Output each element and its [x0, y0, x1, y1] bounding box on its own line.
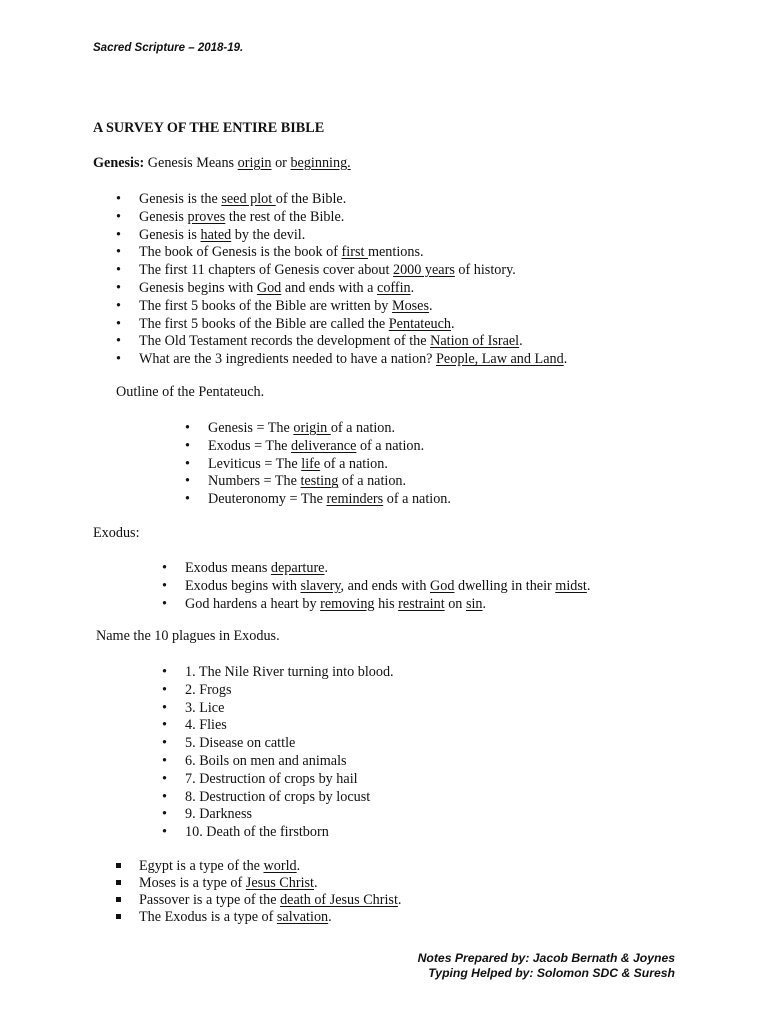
- bullet-marker: •: [116, 262, 121, 279]
- bullet-marker: •: [116, 244, 121, 261]
- underlined-term: removing: [320, 595, 375, 612]
- underlined-term: 2000 years: [392, 262, 455, 279]
- bullet-marker: •: [162, 560, 167, 576]
- underlined-term: world: [263, 858, 297, 874]
- bullet-marker: •: [116, 226, 121, 243]
- list-item-text: 9. Darkness: [185, 806, 252, 823]
- bullet-marker: •: [185, 491, 190, 508]
- bullet-marker: [116, 874, 121, 892]
- list-item-text: 8. Destruction of crops by locust: [185, 788, 371, 805]
- underlined-term: death of Jesus Christ: [280, 892, 398, 908]
- underlined-term: Moses: [391, 297, 430, 314]
- underlined-term: departure: [270, 560, 325, 576]
- list-item-text: 6. Boils on men and animals: [185, 753, 347, 769]
- list-item-text: Genesis is hated by the devil.: [139, 226, 306, 243]
- list-item-text: Exodus means departure.: [185, 560, 329, 576]
- bullet-marker: •: [162, 699, 167, 716]
- bullet-marker: [116, 908, 121, 926]
- underlined-term: Pentateuch: [388, 315, 452, 332]
- underlined-term: first: [341, 244, 368, 261]
- document-title: A SURVEY OF THE ENTIRE BIBLE: [93, 120, 325, 136]
- underlined-term: Jesus Christ: [245, 875, 314, 891]
- underlined-term: slavery: [300, 577, 341, 594]
- underlined-term: Nation of Israel: [430, 333, 520, 350]
- list-item-text: Moses is a type of Jesus Christ.: [139, 875, 318, 891]
- genesis-or: or: [275, 155, 287, 171]
- list-item-text: 1. The Nile River turning into blood.: [185, 664, 394, 680]
- bullet-marker: •: [162, 664, 167, 680]
- list-item-text: Genesis proves the rest of the Bible.: [139, 208, 345, 225]
- footer-prepared-by: Notes Prepared by: Jacob Bernath & Joynes: [417, 951, 675, 965]
- list-item-text: Passover is a type of the death of Jesus Christ.: [139, 892, 402, 908]
- list-item-text: 7. Destruction of crops by hail: [185, 770, 358, 787]
- bullet-marker: [116, 891, 121, 909]
- bullet-marker: •: [116, 333, 121, 350]
- list-item-text: God hardens a heart by removing his restraint on sin.: [185, 595, 487, 612]
- list-item-text: The first 11 chapters of Genesis cover about 2000 years of history.: [139, 262, 516, 279]
- bullet-marker: •: [162, 824, 167, 841]
- bullet-marker: •: [185, 420, 190, 436]
- underlined-term: proves: [187, 208, 226, 225]
- underlined-term: God: [256, 280, 282, 296]
- underlined-term: reminders: [326, 491, 384, 508]
- underlined-term: testing: [300, 473, 339, 490]
- list-item-text: Genesis is the seed plot of the Bible.: [139, 191, 347, 207]
- list-item-text: The book of Genesis is the book of first mentions.: [139, 244, 424, 261]
- bullet-marker: •: [116, 191, 121, 207]
- underlined-term: salvation: [276, 909, 329, 925]
- bullet-marker: •: [162, 577, 167, 594]
- bullet-marker: •: [116, 315, 121, 332]
- exodus-heading: Exodus:: [93, 525, 140, 541]
- underlined-term: People, Law and Land: [436, 351, 564, 368]
- underlined-term: life: [301, 455, 321, 472]
- underlined-term: God: [429, 577, 455, 594]
- list-item-text: Exodus begins with slavery, and ends with God dwelling in their midst.: [185, 577, 591, 594]
- genesis-intro-text: Genesis Means: [147, 155, 235, 171]
- bullet-marker: •: [185, 437, 190, 454]
- bullet-marker: •: [116, 208, 121, 225]
- bullet-marker: •: [162, 595, 167, 612]
- pentateuch-heading: Outline of the Pentateuch.: [116, 384, 265, 400]
- list-item-text: The first 5 books of the Bible are written by Moses.: [139, 297, 433, 314]
- list-item-text: What are the 3 ingredients needed to have a nation? People, Law and Land.: [139, 351, 568, 368]
- genesis-beginning: beginning.: [290, 155, 351, 171]
- list-item-text: Deuteronomy = The reminders of a nation.: [208, 491, 451, 508]
- underlined-term: sin: [465, 595, 483, 612]
- list-item-text: 3. Lice: [185, 699, 225, 716]
- list-item-text: 2. Frogs: [185, 681, 232, 698]
- list-item-text: 4. Flies: [185, 717, 227, 734]
- bullet-marker: •: [162, 753, 167, 769]
- bullet-marker: [116, 857, 121, 875]
- list-item-text: 5. Disease on cattle: [185, 735, 296, 752]
- bullet-marker: •: [185, 473, 190, 490]
- list-item-text: The first 5 books of the Bible are called the Pentateuch.: [139, 315, 455, 332]
- underlined-term: midst: [555, 577, 587, 594]
- list-item-text: Numbers = The testing of a nation.: [208, 473, 407, 490]
- underlined-term: seed plot: [221, 191, 276, 207]
- genesis-origin: origin: [237, 155, 272, 171]
- genesis-intro: [93, 155, 351, 172]
- bullet-marker: •: [116, 280, 121, 296]
- footer-typing-helped-by: Typing Helped by: Solomon SDC & Suresh: [428, 966, 675, 980]
- list-item-text: Leviticus = The life of a nation.: [208, 455, 388, 472]
- plagues-heading: Name the 10 plagues in Exodus.: [96, 628, 280, 644]
- bullet-marker: •: [185, 455, 190, 472]
- bullet-marker: •: [116, 351, 121, 368]
- list-item-text: Genesis begins with God and ends with a coffin.: [139, 280, 415, 296]
- list-item-text: Egypt is a type of the world.: [139, 858, 301, 874]
- underlined-term: restraint: [398, 595, 445, 612]
- bullet-marker: •: [162, 681, 167, 698]
- list-item-text: The Exodus is a type of salvation.: [139, 909, 332, 925]
- underlined-term: coffin: [377, 280, 411, 296]
- list-item-text: 10. Death of the firstborn: [185, 824, 329, 841]
- bullet-marker: •: [162, 770, 167, 787]
- list-item-text: Exodus = The deliverance of a nation.: [208, 437, 425, 454]
- genesis-label: Genesis:: [93, 155, 145, 171]
- bullet-marker: •: [116, 297, 121, 314]
- list-item-text: Genesis = The origin of a nation.: [208, 420, 396, 436]
- document-header: Sacred Scripture – 2018-19.: [93, 42, 244, 54]
- bullet-marker: •: [162, 735, 167, 752]
- underlined-term: hated: [200, 226, 232, 243]
- underlined-term: origin: [293, 420, 331, 436]
- bullet-marker: •: [162, 717, 167, 734]
- bullet-marker: •: [162, 806, 167, 823]
- underlined-term: deliverance: [291, 437, 357, 454]
- list-item-text: The Old Testament records the development of the Nation of Israel.: [139, 333, 523, 350]
- bullet-marker: •: [162, 788, 167, 805]
